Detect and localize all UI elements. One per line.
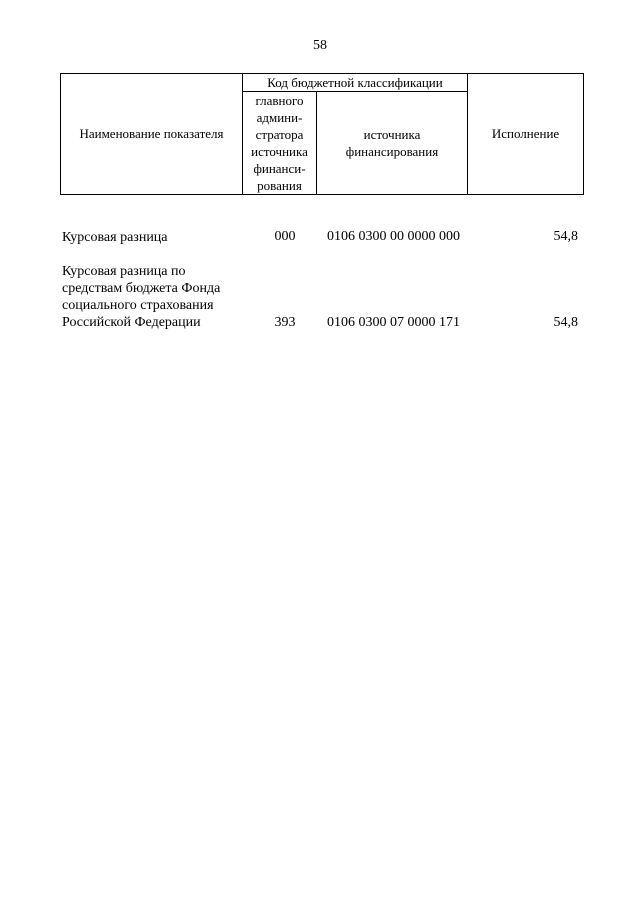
- row-source-code: 0106 0300 07 0000 171: [327, 315, 460, 330]
- row-admin-code: 393: [274, 315, 296, 330]
- header-admin-line: финанси-: [253, 161, 306, 176]
- header-admin-line: главного: [255, 93, 304, 108]
- page-number: 58: [313, 38, 327, 53]
- header-admin-line: админи-: [256, 110, 303, 125]
- header-admin-line: источника: [251, 144, 308, 159]
- header-admin-line: рования: [257, 178, 302, 193]
- header-source-line: источника: [363, 127, 421, 142]
- row-name-line: социального страхования: [62, 298, 214, 313]
- header-name: Наименование показателя: [61, 74, 243, 195]
- row-execution: 54,8: [553, 229, 578, 244]
- row-source-code: 0106 0300 00 0000 000: [327, 229, 460, 244]
- row-admin-code: 000: [274, 229, 296, 244]
- header-admin-line: стратора: [255, 127, 304, 142]
- row-name: [62, 263, 252, 331]
- row-name-line: средствам бюджета Фонда: [62, 281, 221, 296]
- row-name-line: Курсовая разница по: [62, 264, 186, 279]
- row-name: [62, 229, 252, 246]
- header-source-line: финансирования: [345, 144, 439, 159]
- row-execution: 54,8: [553, 315, 578, 330]
- row-name-line: Курсовая разница: [62, 230, 168, 245]
- header-execution: Исполнение: [468, 74, 584, 195]
- row-name-line: Российской Федерации: [62, 315, 201, 330]
- header-budget-code-group: Код бюджетной классификации: [243, 74, 468, 92]
